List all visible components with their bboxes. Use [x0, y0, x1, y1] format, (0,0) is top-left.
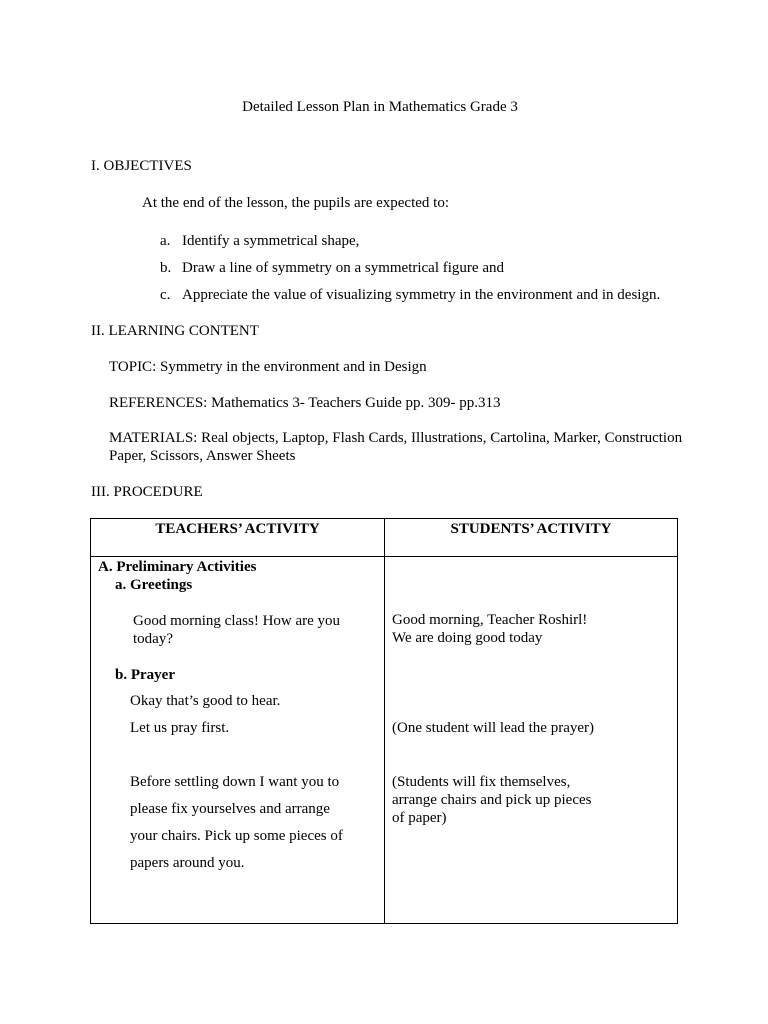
- teachers-activity-header: TEACHERS’ ACTIVITY: [91, 519, 385, 557]
- objective-label: b.: [160, 260, 172, 276]
- objective-item: [160, 232, 660, 259]
- objective-text: Appreciate the value of visualizing symmetry in the environment and in design.: [182, 287, 661, 303]
- objective-text: Draw a line of symmetry on a symmetrical figure and: [182, 260, 504, 276]
- objective-label: c.: [160, 287, 171, 303]
- greetings-heading: a. Greetings: [115, 577, 193, 593]
- procedure-heading: III. PROCEDURE: [91, 484, 203, 500]
- objectives-list: [160, 232, 660, 313]
- teacher-cell: [91, 557, 385, 924]
- teacher-prayer-line: Let us pray first.: [130, 720, 230, 736]
- teacher-settle-line: papers around you.: [130, 855, 245, 871]
- student-greeting-line: Good morning, Teacher Roshirl!: [392, 612, 588, 628]
- student-greeting-line: We are doing good today: [392, 630, 543, 646]
- teacher-settle-line: please fix yourselves and arrange: [130, 801, 330, 817]
- table-header-row: [91, 519, 678, 557]
- objective-item: [160, 259, 660, 286]
- materials-line: MATERIALS: Real objects, Laptop, Flash Cards, Illustrations, Cartolina, Marker, Construction Paper, Scissors, Answer Sheets: [109, 430, 683, 464]
- student-settle-line: (Students will fix themselves,: [392, 774, 571, 790]
- document-title: Detailed Lesson Plan in Mathematics Grade 3: [242, 99, 518, 115]
- student-prayer-line: (One student will lead the prayer): [392, 720, 595, 736]
- prayer-heading: b. Prayer: [115, 667, 175, 683]
- references-line: REFERENCES: Mathematics 3- Teachers Guide pp. 309- pp.313: [109, 395, 501, 411]
- teacher-settle-line: Before settling down I want you to: [130, 774, 340, 790]
- procedure-table: [90, 518, 678, 924]
- objective-text: Identify a symmetrical shape,: [182, 233, 360, 249]
- table-row: [91, 557, 678, 924]
- teacher-greeting-line: Good morning class! How are you: [133, 613, 341, 629]
- student-settle-line: arrange chairs and pick up pieces: [392, 792, 592, 808]
- objectives-heading: I. OBJECTIVES: [91, 158, 192, 174]
- student-settle-line: of paper): [392, 810, 447, 826]
- learning-content-heading: II. LEARNING CONTENT: [91, 323, 259, 339]
- topic-line: TOPIC: Symmetry in the environment and in Design: [109, 359, 427, 375]
- teacher-settle-line: your chairs. Pick up some pieces of: [130, 828, 343, 844]
- section-a-heading: A. Preliminary Activities: [98, 559, 257, 575]
- objective-item: [160, 286, 660, 313]
- objective-label: a.: [160, 233, 171, 249]
- students-activity-header: STUDENTS’ ACTIVITY: [385, 519, 678, 557]
- student-cell: [385, 557, 678, 924]
- teacher-greeting-line: today?: [133, 631, 173, 647]
- teacher-prayer-line: Okay that’s good to hear.: [130, 693, 281, 709]
- objectives-intro: At the end of the lesson, the pupils are expected to:: [142, 195, 449, 211]
